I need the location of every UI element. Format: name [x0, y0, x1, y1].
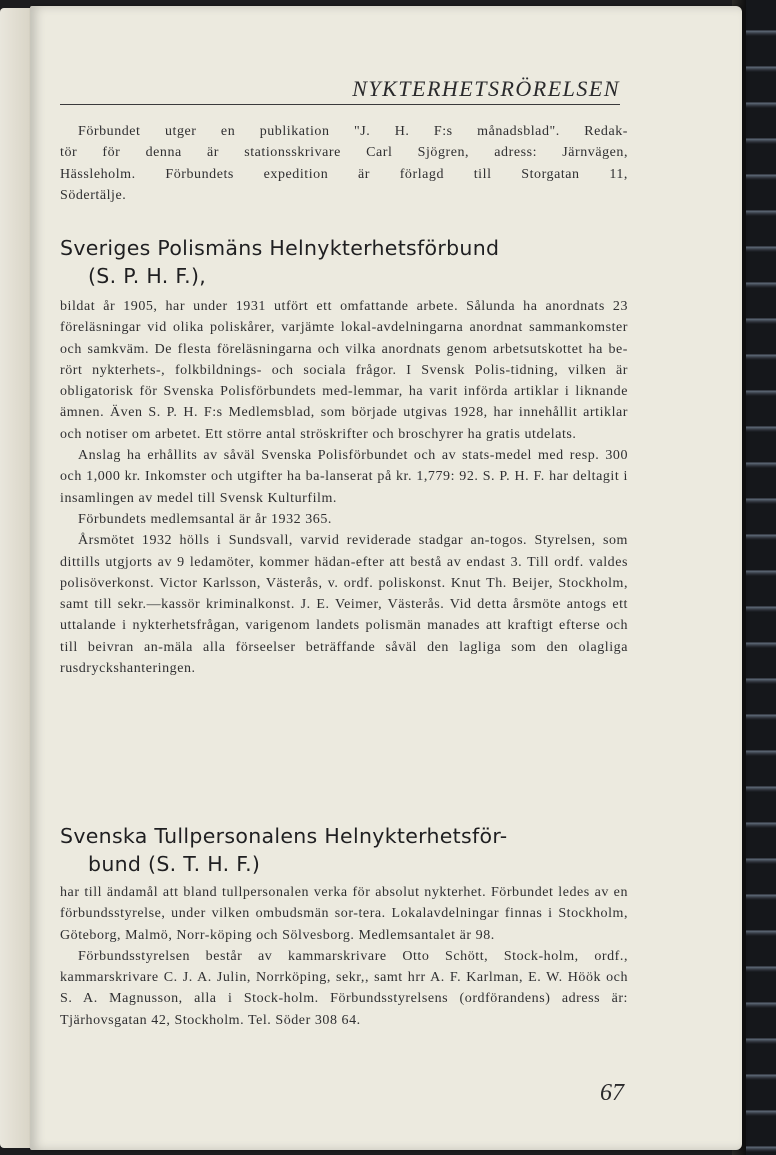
section-body-sphf [60, 296, 628, 679]
intro-line: tör för denna är stationsskrivare Carl Sjögren, adress: Järnvägen, [60, 145, 628, 161]
heading-line: Sveriges Polismäns Helnykterhetsförbund [60, 236, 500, 260]
paragraph: Årsmötet 1932 hölls i Sundsvall, varvid reviderade stadgar an-togos. Styrelsen, som dittills utgjorts av 9 ledamöter, kommer hädan-efter att bestå av endast 3. Till ordf. valdes polisöverkonst. Victor Karlsson, Västerås, v. ordf. poliskonst. Knut Th. Beijer, Stockholm, samt till sekr.—kassör kriminalkonst. J. E. Veimer, Västerås. Vid detta årsmöte antogs ett uttalande i nykterhetsfrågan, varigenom landets polismän manades att kraftigt efterse och till beivran an-mäla alla förseelser beträffande såväl den lagliga som den olagliga rusdryckshanteringen. [60, 533, 628, 677]
section-heading-sphf [60, 234, 640, 290]
intro-line: Södertälje. [60, 187, 127, 203]
paragraph: Förbundets medlemsantal är år 1932 365. [78, 511, 332, 527]
header-rule [60, 104, 620, 105]
section-heading-sthf [60, 822, 640, 878]
paragraph: Anslag ha erhållits av såväl Svenska Polisförbundet och av stats-medel med resp. 300 och 1,000 kr. Inkomster och utgifter ha ba-lanserat på kr. 1,779: 92. S. P. H. F. har deltagit i insamlingen av medel till Svensk Kulturfilm. [60, 448, 628, 506]
heading-line: (S. P. H. F.), [88, 264, 207, 288]
book-page [30, 6, 742, 1150]
page-number: 67 [600, 1080, 624, 1106]
paragraph: Förbundsstyrelsen består av kammarskrivare Otto Schött, Stock-holm, ordf., kammarskrivare C. J. A. Julin, Norrköping, sekr,, samt hrr A. F. Karlman, E. W. Höök och S. A. Magnusson, alla i Stock-holm. Förbundsstyrelsens (ordförandens) adress är: Tjärhovsgatan 42, Stockholm. Tel. Söder 308 64. [60, 948, 628, 1028]
paragraph: har till ändamål att bland tullpersonalen verka för absolut nykterhet. Förbundet ledes av en förbundsstyrelse, under vilken ombudsmän sor-tera. Lokalavdelningar finnas i Stockholm, Göteborg, Malmö, Norr-köping och Sölvesborg. Medlemsantalet är 98. [60, 885, 628, 943]
intro-line: Hässleholm. Förbundets expedition är förlagd till Storgatan 11, [60, 166, 628, 182]
heading-line: Svenska Tullpersonalens Helnykterhetsför- [60, 824, 508, 848]
intro-line: Förbundet utger en publikation "J. H. F:s månadsblad". Redak- [78, 124, 628, 139]
running-head: NYKTERHETSRÖRELSEN [352, 76, 620, 101]
section-body-sthf [60, 882, 628, 1031]
intro-paragraph [60, 121, 628, 206]
paragraph: bildat år 1905, har under 1931 utfört ett omfattande arbete. Sålunda ha anordnats 23 föreläsningar vid olika poliskårer, varjämte lokal-avdelningarna anordnat sammankomster och samkväm. De flesta föreläsningarna och vilka anordnats genom arbetsutskottet ha be-rört nykterhets-, folkbildnings- och sociala frågor. I Svensk Polis-tidning, vilken är obligatorisk för Svenska Polisförbundets med-lemmar, ha varit införda artiklar i liknande ämnen. Även S. P. H. F:s Medlemsblad, som började utgivas 1928, har innehållit artiklar och notiser om arbetet. Ett större antal ströskrifter och broschyrer ha gratis utdelats. [60, 299, 628, 442]
heading-line: bund (S. T. H. F.) [88, 852, 261, 876]
